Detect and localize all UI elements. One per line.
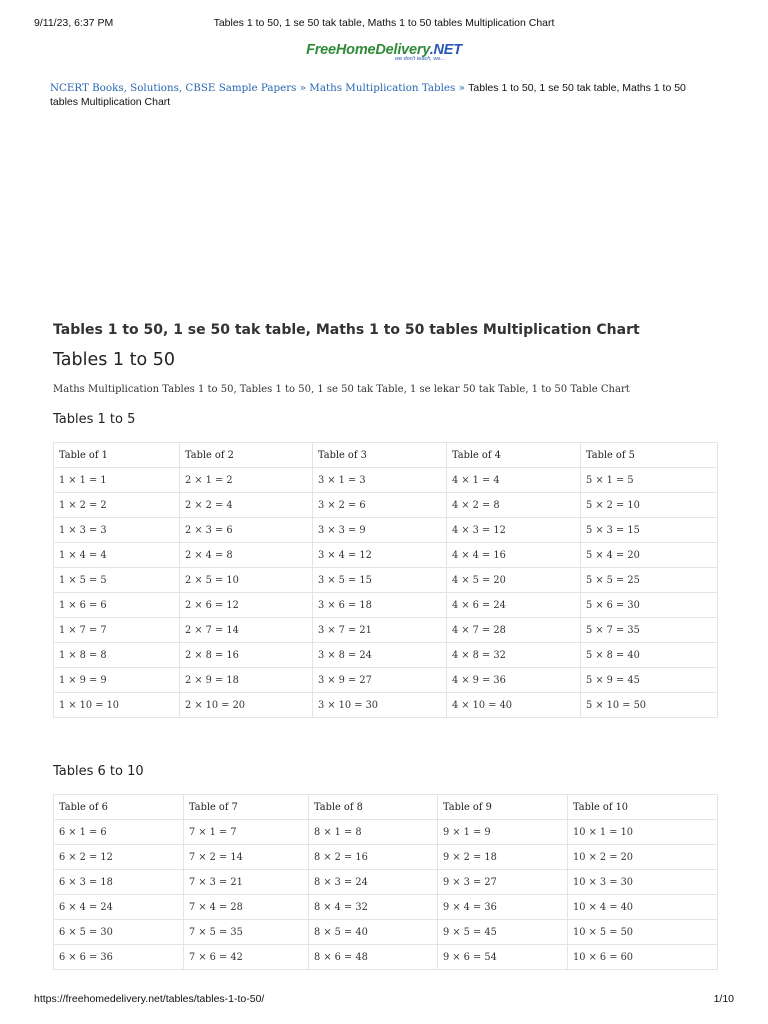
logo-brand-suffix: .NET <box>429 42 462 58</box>
table-cell: 7 × 6 = 42 <box>184 945 309 970</box>
table-cell: 7 × 3 = 21 <box>184 870 309 895</box>
table-cell: 5 × 1 = 5 <box>581 468 718 493</box>
column-header: Table of 10 <box>568 795 718 820</box>
table-row <box>54 820 718 845</box>
table-cell: 1 × 10 = 10 <box>54 693 180 718</box>
table-cell: 5 × 9 = 45 <box>581 668 718 693</box>
table-cell: 3 × 9 = 27 <box>313 668 447 693</box>
table-cell: 7 × 4 = 28 <box>184 895 309 920</box>
section-heading-tables-1-to-5: Tables 1 to 5 <box>53 412 136 427</box>
table-row <box>54 593 718 618</box>
table-cell: 9 × 1 = 9 <box>438 820 568 845</box>
table-cell: 6 × 4 = 24 <box>54 895 184 920</box>
table-cell: 7 × 1 = 7 <box>184 820 309 845</box>
table-cell: 4 × 4 = 16 <box>447 543 581 568</box>
table-cell: 8 × 1 = 8 <box>309 820 438 845</box>
table-cell: 2 × 1 = 2 <box>180 468 313 493</box>
table-cell: 9 × 4 = 36 <box>438 895 568 920</box>
site-logo[interactable] <box>0 42 768 62</box>
table-row <box>54 543 718 568</box>
table-row <box>54 518 718 543</box>
table-cell: 2 × 5 = 10 <box>180 568 313 593</box>
table-row <box>54 945 718 970</box>
breadcrumb-link-home[interactable]: NCERT Books, Solutions, CBSE Sample Papers <box>50 82 297 94</box>
section-heading-tables-6-to-10: Tables 6 to 10 <box>53 764 144 779</box>
table-cell: 1 × 9 = 9 <box>54 668 180 693</box>
table-cell: 8 × 4 = 32 <box>309 895 438 920</box>
table-cell: 8 × 2 = 16 <box>309 845 438 870</box>
table-cell: 5 × 5 = 25 <box>581 568 718 593</box>
table-row <box>54 618 718 643</box>
table-cell: 7 × 5 = 35 <box>184 920 309 945</box>
table-cell: 3 × 3 = 9 <box>313 518 447 543</box>
print-url: https://freehomedelivery.net/tables/tables-1-to-50/ <box>34 993 265 1005</box>
table-cell: 3 × 10 = 30 <box>313 693 447 718</box>
print-header <box>0 17 768 31</box>
table-cell: 1 × 7 = 7 <box>54 618 180 643</box>
table-cell: 4 × 3 = 12 <box>447 518 581 543</box>
column-header: Table of 5 <box>581 443 718 468</box>
table-row <box>54 895 718 920</box>
table-cell: 2 × 3 = 6 <box>180 518 313 543</box>
table-cell: 4 × 9 = 36 <box>447 668 581 693</box>
table-cell: 5 × 3 = 15 <box>581 518 718 543</box>
table-row <box>54 920 718 945</box>
print-doc-title: Tables 1 to 50, 1 se 50 tak table, Maths 1 to 50 tables Multiplication Chart <box>213 17 555 29</box>
table-cell: 5 × 4 = 20 <box>581 543 718 568</box>
tables-6-to-10-table <box>53 794 718 970</box>
table-cell: 10 × 6 = 60 <box>568 945 718 970</box>
table-header-row <box>54 443 718 468</box>
table-cell: 7 × 2 = 14 <box>184 845 309 870</box>
column-header: Table of 3 <box>313 443 447 468</box>
table-cell: 10 × 3 = 30 <box>568 870 718 895</box>
table-row <box>54 468 718 493</box>
table-row <box>54 845 718 870</box>
table-cell: 4 × 8 = 32 <box>447 643 581 668</box>
table-cell: 9 × 2 = 18 <box>438 845 568 870</box>
table-cell: 6 × 6 = 36 <box>54 945 184 970</box>
table-cell: 10 × 2 = 20 <box>568 845 718 870</box>
table-cell: 4 × 6 = 24 <box>447 593 581 618</box>
table-cell: 2 × 10 = 20 <box>180 693 313 718</box>
column-header: Table of 7 <box>184 795 309 820</box>
table-cell: 5 × 6 = 30 <box>581 593 718 618</box>
main-heading: Tables 1 to 50 <box>53 350 176 370</box>
table-cell: 3 × 8 = 24 <box>313 643 447 668</box>
table-cell: 3 × 1 = 3 <box>313 468 447 493</box>
breadcrumb-link-tables[interactable]: Maths Multiplication Tables <box>309 82 456 94</box>
table-cell: 4 × 10 = 40 <box>447 693 581 718</box>
table-cell: 8 × 5 = 40 <box>309 920 438 945</box>
table-cell: 1 × 4 = 4 <box>54 543 180 568</box>
column-header: Table of 1 <box>54 443 180 468</box>
table-cell: 10 × 1 = 10 <box>568 820 718 845</box>
table-cell: 1 × 3 = 3 <box>54 518 180 543</box>
table-cell: 2 × 4 = 8 <box>180 543 313 568</box>
table-row <box>54 643 718 668</box>
table-cell: 3 × 6 = 18 <box>313 593 447 618</box>
table-cell: 2 × 8 = 16 <box>180 643 313 668</box>
table-cell: 1 × 1 = 1 <box>54 468 180 493</box>
table-cell: 1 × 5 = 5 <box>54 568 180 593</box>
tables-1-to-5-table <box>53 442 718 718</box>
page-title: Tables 1 to 50, 1 se 50 tak table, Maths 1 to 50 tables Multiplication Chart <box>53 322 640 338</box>
column-header: Table of 2 <box>180 443 313 468</box>
table-cell: 4 × 1 = 4 <box>447 468 581 493</box>
table-row <box>54 568 718 593</box>
table-cell: 6 × 5 = 30 <box>54 920 184 945</box>
table-cell: 4 × 7 = 28 <box>447 618 581 643</box>
table-cell: 3 × 2 = 6 <box>313 493 447 518</box>
table-body <box>54 468 718 718</box>
column-header: Table of 6 <box>54 795 184 820</box>
table-cell: 1 × 6 = 6 <box>54 593 180 618</box>
logo-brand-text: FreeHomeDelivery <box>306 42 430 58</box>
column-header: Table of 8 <box>309 795 438 820</box>
column-header: Table of 9 <box>438 795 568 820</box>
table-row <box>54 493 718 518</box>
column-header: Table of 4 <box>447 443 581 468</box>
table-cell: 3 × 5 = 15 <box>313 568 447 593</box>
intro-text: Maths Multiplication Tables 1 to 50, Tables 1 to 50, 1 se 50 tak Table, 1 se lekar 50 tak Table, 1 to 50 Table Chart <box>53 384 630 395</box>
table-cell: 5 × 10 = 50 <box>581 693 718 718</box>
table-cell: 5 × 2 = 10 <box>581 493 718 518</box>
table-row <box>54 693 718 718</box>
print-page-number: 1/10 <box>713 993 734 1005</box>
table-cell: 1 × 8 = 8 <box>54 643 180 668</box>
breadcrumb <box>50 81 690 109</box>
table-cell: 6 × 1 = 6 <box>54 820 184 845</box>
table-cell: 10 × 5 = 50 <box>568 920 718 945</box>
table-cell: 10 × 4 = 40 <box>568 895 718 920</box>
table-cell: 8 × 6 = 48 <box>309 945 438 970</box>
table-cell: 2 × 7 = 14 <box>180 618 313 643</box>
table-cell: 9 × 5 = 45 <box>438 920 568 945</box>
table-cell: 4 × 2 = 8 <box>447 493 581 518</box>
table-body <box>54 820 718 970</box>
table-cell: 5 × 7 = 35 <box>581 618 718 643</box>
table-cell: 2 × 6 = 12 <box>180 593 313 618</box>
table-row <box>54 870 718 895</box>
table-row <box>54 668 718 693</box>
table-cell: 3 × 4 = 12 <box>313 543 447 568</box>
table-cell: 2 × 2 = 4 <box>180 493 313 518</box>
breadcrumb-current: Tables 1 to 50, 1 se 50 tak table, Maths 1 to 50 tables Multiplication Chart <box>50 82 686 108</box>
breadcrumb-separator: » <box>299 82 307 94</box>
table-cell: 6 × 3 = 18 <box>54 870 184 895</box>
table-cell: 8 × 3 = 24 <box>309 870 438 895</box>
table-cell: 3 × 7 = 21 <box>313 618 447 643</box>
logo-tagline: we don't teach, we... <box>395 56 445 62</box>
table-cell: 9 × 3 = 27 <box>438 870 568 895</box>
table-cell: 4 × 5 = 20 <box>447 568 581 593</box>
breadcrumb-separator: » <box>458 82 465 94</box>
table-cell: 9 × 6 = 54 <box>438 945 568 970</box>
print-datetime: 9/11/23, 6:37 PM <box>34 17 114 29</box>
table-cell: 6 × 2 = 12 <box>54 845 184 870</box>
table-cell: 5 × 8 = 40 <box>581 643 718 668</box>
table-cell: 2 × 9 = 18 <box>180 668 313 693</box>
table-cell: 1 × 2 = 2 <box>54 493 180 518</box>
table-header-row <box>54 795 718 820</box>
